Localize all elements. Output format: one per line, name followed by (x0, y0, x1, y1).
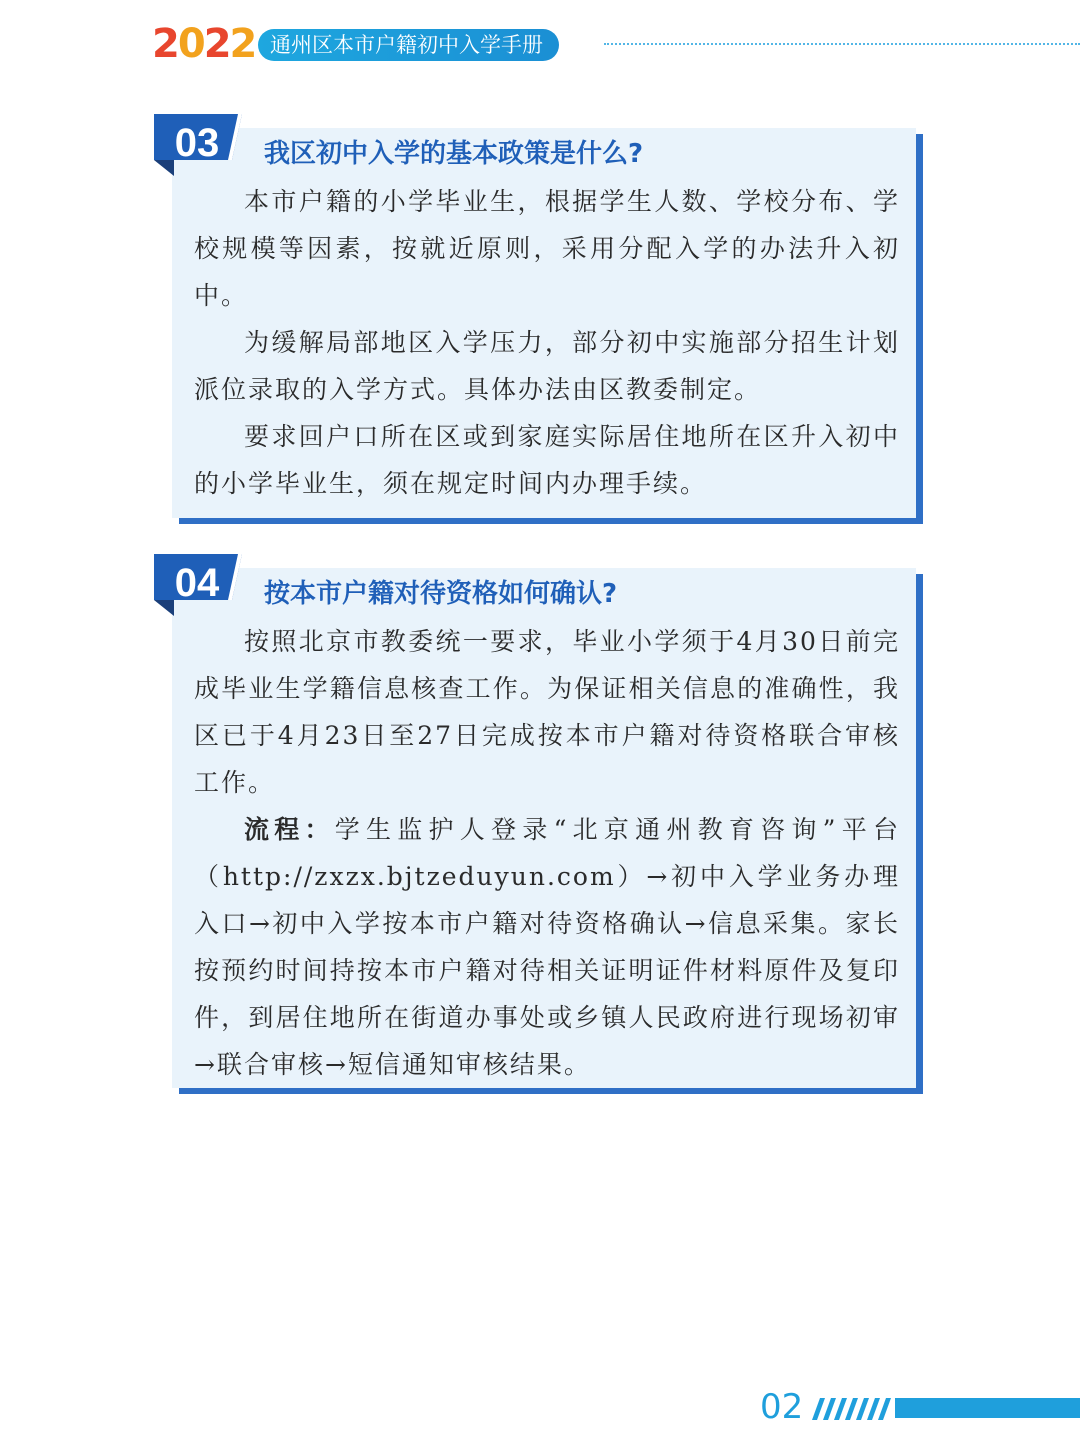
page-header (0, 0, 1080, 90)
year-digit: 2 (229, 21, 256, 67)
question-number-badge (154, 114, 244, 176)
answer-paragraph: 为缓解局部地区入学压力，部分初中实施部分招生计划派位录取的入学方式。具体办法由区教委制定。 (194, 328, 900, 404)
question-title: 按本市户籍对待资格如何确认? (264, 579, 618, 609)
question-number-badge (154, 554, 244, 616)
footer-bar (895, 1398, 1080, 1418)
process-paragraph (194, 806, 900, 1088)
year-digit: 2 (152, 21, 178, 67)
answer-body (194, 618, 900, 1088)
process-text: 学生监护人登录“北京通州教育咨询”平台（http://zxzx.bjtzeduyun.com）→初中入学业务办理入口→初中入学按本市户籍对待资格确认→信息采集。家长按预约时间持按本市户籍对待相关证明证件材料原件及复印件，到居住地所在街道办事处或乡镇人民政府进行现场初审→联合审核→短信通知审核结果。 (194, 815, 900, 1079)
year-logo (152, 20, 255, 68)
page-number: 02 (760, 1387, 804, 1427)
header-dotted-line (604, 43, 1080, 45)
year-digit: 2 (203, 21, 230, 67)
question-title: 我区初中入学的基本政策是什么? (264, 139, 644, 169)
answer-paragraph: 本市户籍的小学毕业生，根据学生人数、学校分布、学校规模等因素，按就近原则，采用分配入学的办法升入初中。 (194, 187, 900, 310)
footer-stripes-icon (810, 1398, 900, 1420)
question-number: 03 (174, 121, 220, 165)
answer-body (194, 178, 900, 507)
process-label: 流程： (244, 815, 335, 844)
question-number: 04 (174, 561, 220, 605)
answer-paragraph: 要求回户口所在区或到家庭实际居住地所在区升入初中的小学毕业生，须在规定时间内办理手续。 (194, 422, 900, 498)
section-card-04 (172, 561, 924, 1088)
section-card-03 (172, 121, 924, 518)
year-digit: 0 (177, 21, 204, 67)
handbook-title: 通州区本市户籍初中入学手册 (258, 29, 559, 61)
answer-paragraph: 按照北京市教委统一要求，毕业小学须于4月30日前完成毕业生学籍信息核查工作。为保证相关信息的准确性，我区已于4月23日至27日完成按本市户籍对待资格联合审核工作。 (194, 627, 900, 797)
